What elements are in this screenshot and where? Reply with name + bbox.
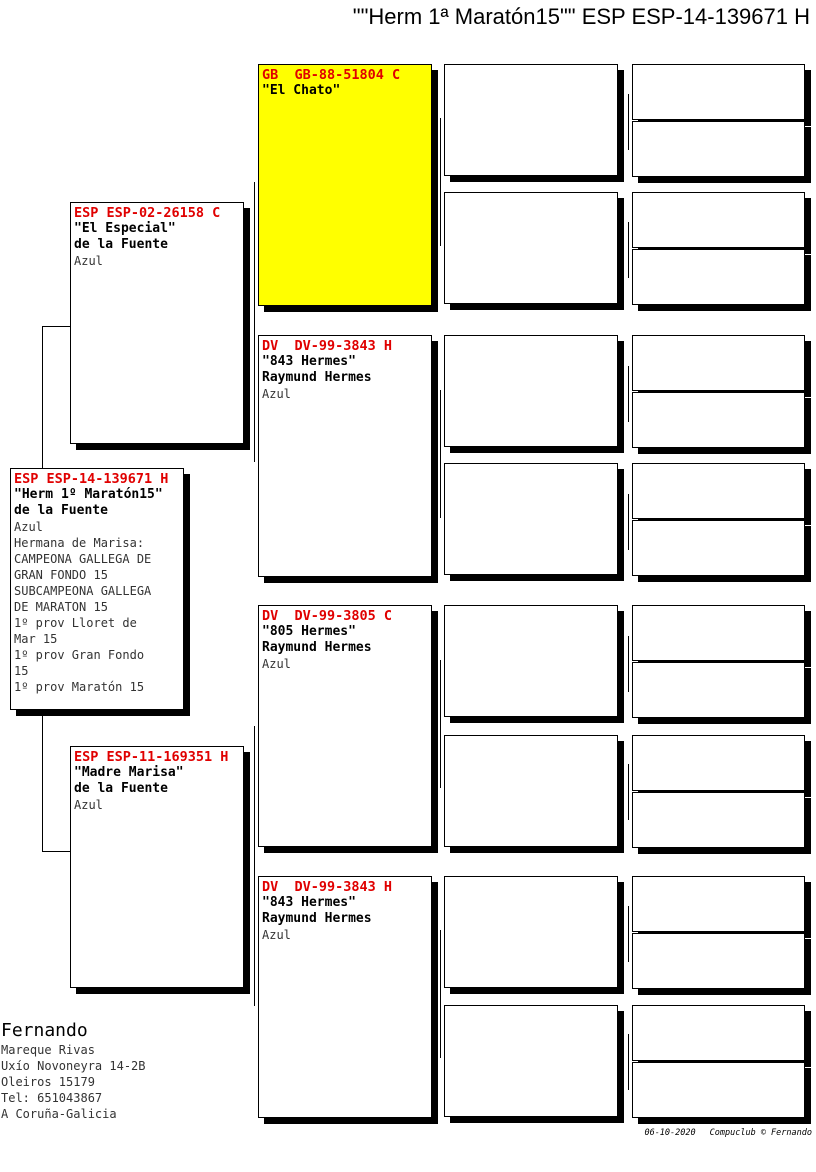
ring-number: DV DV-99-3805 C [262, 608, 393, 624]
pigeon-loft: Raymund Hermes [262, 640, 372, 655]
owner-line: A Coruña-Galicia [1, 1107, 117, 1121]
ring-number: DV DV-99-3843 H [262, 879, 393, 895]
owner-info [1, 1020, 146, 1122]
connector-line [440, 390, 441, 518]
owner-line: Mareque Rivas [1, 1043, 95, 1057]
pigeon-color: Azul [74, 798, 103, 812]
ring-number: ESP ESP-14-139671 H [14, 471, 169, 487]
pigeon-color: Azul [262, 657, 291, 671]
connector-line [440, 118, 441, 246]
connector-line [628, 1034, 629, 1090]
connector-line [42, 851, 70, 852]
great-grandparent-card[interactable] [444, 1005, 618, 1117]
ring-number: GB GB-88-51804 C [262, 67, 401, 83]
g5-card[interactable] [632, 392, 805, 448]
great-grandparent-card[interactable] [444, 335, 618, 447]
great-grandparent-card[interactable] [444, 64, 618, 176]
g5-card[interactable] [632, 792, 805, 848]
footer-credit: Compuclub © Fernando [709, 1128, 812, 1138]
g5-card[interactable] [632, 192, 805, 248]
pigeon-name: "El Especial" [74, 221, 176, 236]
g5-card[interactable] [632, 463, 805, 519]
connector-line [628, 94, 629, 150]
pigeon-name: "843 Hermes" [262, 354, 356, 369]
great-grandparent-card[interactable] [444, 192, 618, 304]
grandparent-card-3[interactable] [258, 605, 432, 847]
g5-card[interactable] [632, 335, 805, 391]
connector-line [42, 326, 70, 327]
g5-card[interactable] [632, 605, 805, 661]
footer [644, 1128, 812, 1138]
owner-line: Tel: 651043867 [1, 1091, 103, 1105]
great-grandparent-card[interactable] [444, 735, 618, 847]
pigeon-color: Azul [262, 928, 291, 942]
connector-line [628, 636, 629, 692]
subject-card[interactable] [10, 468, 184, 710]
pigeon-loft: de la Fuente [74, 237, 168, 252]
g5-card[interactable] [632, 520, 805, 576]
great-grandparent-card[interactable] [444, 605, 618, 717]
ring-number: ESP ESP-02-26158 C [74, 205, 221, 221]
g5-card[interactable] [632, 735, 805, 791]
grandparent-card-2[interactable] [258, 335, 432, 577]
great-grandparent-card[interactable] [444, 463, 618, 575]
dam-card[interactable] [70, 746, 244, 988]
sire-card[interactable] [70, 202, 244, 444]
pigeon-color: Azul [74, 254, 103, 268]
g5-card[interactable] [632, 121, 805, 177]
footer-date: 06-10-2020 [644, 1128, 696, 1138]
pigeon-loft: Raymund Hermes [262, 911, 372, 926]
connector-line [42, 326, 43, 468]
g5-card[interactable] [632, 662, 805, 718]
pigeon-name: "805 Hermes" [262, 624, 356, 639]
pigeon-name: "El Chato" [262, 83, 341, 98]
pigeon-loft: de la Fuente [74, 781, 168, 796]
g5-card[interactable] [632, 876, 805, 932]
g5-card[interactable] [632, 1005, 805, 1061]
owner-line: Oleiros 15179 [1, 1075, 95, 1089]
connector-line [628, 906, 629, 962]
g5-card[interactable] [632, 64, 805, 120]
connector-line [628, 494, 629, 550]
connector-line [254, 182, 255, 462]
achievements-notes: Hermana de Marisa: CAMPEONA GALLEGA DE GRAN FONDO 15 SUBCAMPEONA GALLEGA DE MARATON 15 1º prov Lloret de Mar 15 1º prov Gran Fondo 15 1º prov Maratón 15 [14, 536, 152, 694]
g5-card[interactable] [632, 933, 805, 989]
pigeon-loft: Raymund Hermes [262, 370, 372, 385]
owner-name: Fernando [1, 1020, 88, 1041]
grandparent-card-4[interactable] [258, 876, 432, 1118]
ring-number: ESP ESP-11-169351 H [74, 749, 229, 765]
pedigree-title: ""Herm 1ª Maratón15"" ESP ESP-14-139671 H [352, 4, 810, 29]
pigeon-name: "Herm 1º Maratón15" [14, 487, 163, 502]
pigeon-color: Azul [262, 387, 291, 401]
ring-number: DV DV-99-3843 H [262, 338, 393, 354]
connector-line [42, 713, 43, 851]
great-grandparent-card[interactable] [444, 876, 618, 988]
connector-line [254, 726, 255, 1006]
pigeon-name: "843 Hermes" [262, 895, 356, 910]
pigeon-loft: de la Fuente [14, 503, 108, 518]
pigeon-color: Azul [14, 520, 43, 534]
connector-line [628, 764, 629, 820]
g5-card[interactable] [632, 1062, 805, 1118]
pigeon-name: "Madre Marisa" [74, 765, 184, 780]
connector-line [628, 222, 629, 278]
owner-line: Uxío Novoneyra 14-2B [1, 1059, 146, 1073]
g5-card[interactable] [632, 249, 805, 305]
connector-line [628, 366, 629, 422]
connector-line [440, 660, 441, 788]
connector-line [440, 930, 441, 1058]
grandparent-card-1[interactable] [258, 64, 432, 306]
